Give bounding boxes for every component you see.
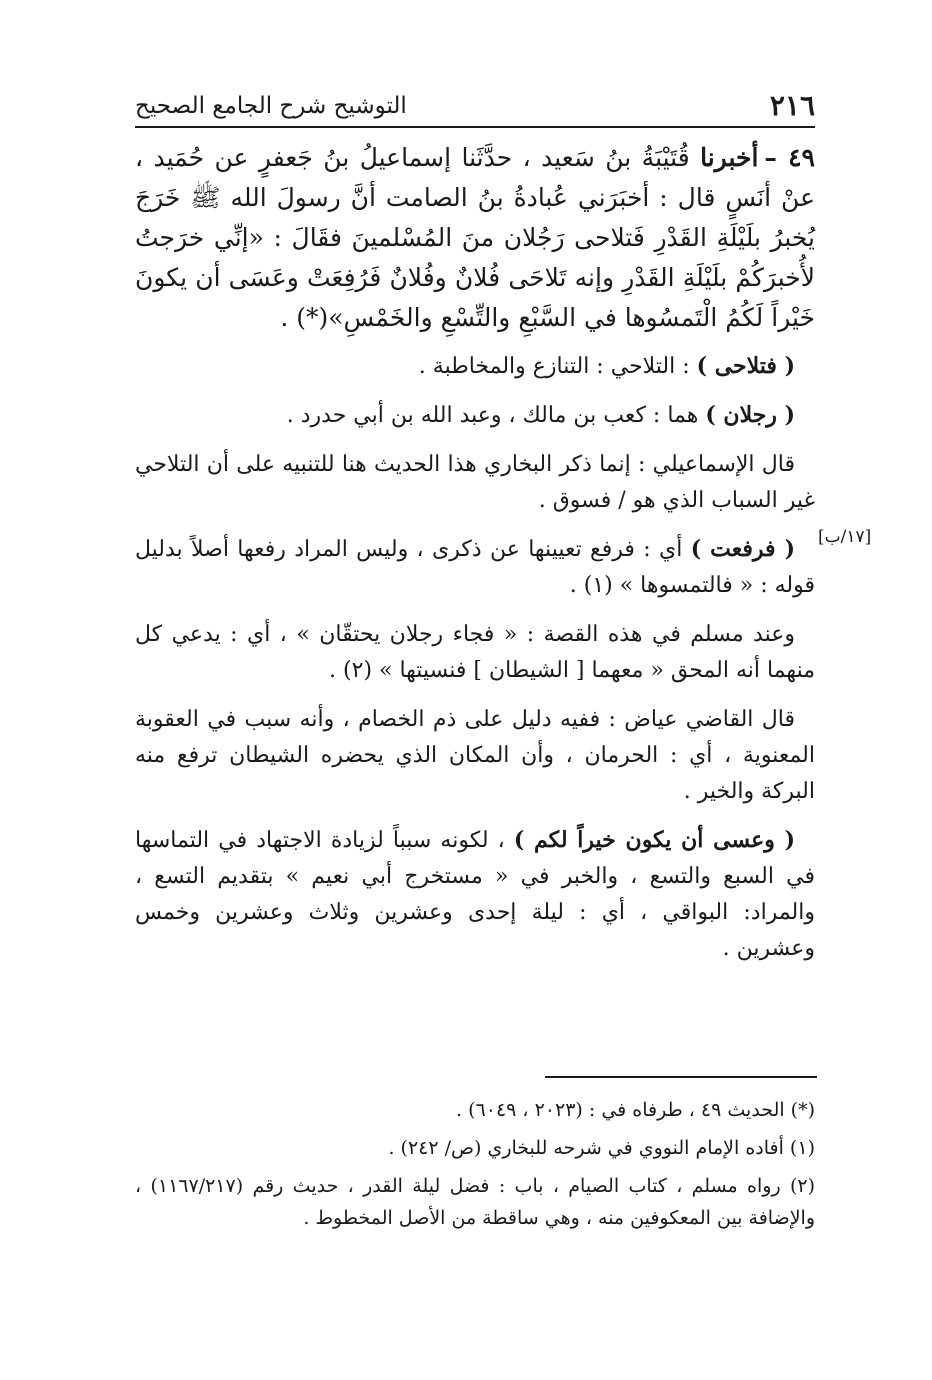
commentary-paragraph	[135, 531, 815, 604]
commentary-text: أي : فرفع تعيينها عن ذكرى ، وليس المراد رفعها أصلاً بدليل قوله : « فالتمسوها » (١) .	[135, 537, 815, 598]
page-header	[135, 86, 815, 128]
running-title: التوشيح شرح الجامع الصحيح	[135, 93, 407, 119]
hadith-text	[135, 138, 815, 338]
commentary-text: قال القاضي عياض : ففيه دليل على ذم الخصام ، وأنه سبب في العقوبة المعنوية ، أي : الحرمان ، وأن المكان الذي يحضره الشيطان ترفع منه البركة والخير .	[135, 707, 815, 804]
commentary-term: ( فرفعت )	[690, 536, 795, 562]
commentary-text: : التلاحي : التنازع والمخاطبة .	[418, 354, 697, 379]
hadith-number: ٤٩ –	[764, 143, 815, 172]
footnote-divider	[545, 1076, 817, 1078]
commentary-paragraph	[135, 348, 815, 385]
commentary-paragraph	[135, 701, 815, 810]
commentary-term: ( رجلان )	[705, 402, 795, 428]
commentary-paragraph	[135, 397, 815, 434]
footnotes	[135, 1094, 815, 1240]
commentary-text: هما : كعب بن مالك ، وعبد الله بن أبي حدرد .	[286, 403, 706, 428]
commentary-term: ( وعسى أن يكون خيراً لكم )	[513, 827, 795, 853]
commentary-paragraph	[135, 616, 815, 689]
commentary-term: ( فتلاحى )	[696, 353, 795, 379]
page-number: ٢١٦	[769, 89, 815, 122]
hadith-body: قُتَيْبَةُ بنُ سَعيد ، حدَّثَنا إسماعيلُ بنُ جَعفرٍ عن حُمَيد ، عنْ أنَسٍ قال : أخبَرَني عُبادةُ بنُ الصامت أنَّ رسولَ الله ﷺ خَرَجَ يُخبرُ بلَيْلَةِ القَدْرِ فَتلاحى رَجُلان منَ المُسْلمينَ فقَالَ : «إنِّي خرَجتُ لأُخبرَكُمْ بلَيْلَةِ القَدْرِ وإنه تَلاحَى فُلانٌ وفُلانٌ فَرُفِعَتْ وعَسَى أن يكونَ خَيْراً لَكُمُ الْتَمسُوها في السَّبْعِ والتِّسْعِ والخَمْسِ»(*) .	[135, 143, 815, 332]
commentary-text: قال الإسماعيلي : إنما ذكر البخاري هذا الحديث هنا للتنبيه على أن التلاحي غير السباب الذي هو / فسوق .	[135, 452, 815, 513]
footnote: (٢) رواه مسلم ، كتاب الصيام ، باب : فضل ليلة القدر ، حديث رقم (١١٦٧/٢١٧) ، والإضافة بين المعكوفين منه ، وهي ساقطة من الأصل المخطوط .	[135, 1175, 816, 1229]
footnote: (*) الحديث ٤٩ ، طرفاه في : (٢٠٢٣ ، ٦٠٤٩) .	[456, 1099, 815, 1121]
commentary-text: وعند مسلم في هذه القصة : « فجاء رجلان يحتقّان » ، أي : يدعي كل منهما أنه المحق « معهما [ الشيطان ] فنسيتها » (٢) .	[135, 622, 815, 683]
manuscript-folio-marker: [١٧/ب]	[818, 527, 872, 547]
commentary-paragraph	[135, 446, 815, 519]
hadith-lead-word: أخبرنا	[700, 143, 759, 172]
footnote: (١) أفاده الإمام النووي في شرحه للبخاري (ص/ ٢٤٢) .	[388, 1137, 815, 1159]
main-text	[135, 138, 815, 979]
commentary-paragraph	[135, 822, 815, 967]
commentary-text: ، لكونه سبباً لزيادة الاجتهاد في التماسها في السبع والتسع ، والخبر في « مستخرج أبي نعيم » بتقديم التسع ، والمراد: البواقي ، أي : ليلة إحدى وعشرين وثلاث وعشرين وخمس وعشرين .	[135, 828, 815, 961]
